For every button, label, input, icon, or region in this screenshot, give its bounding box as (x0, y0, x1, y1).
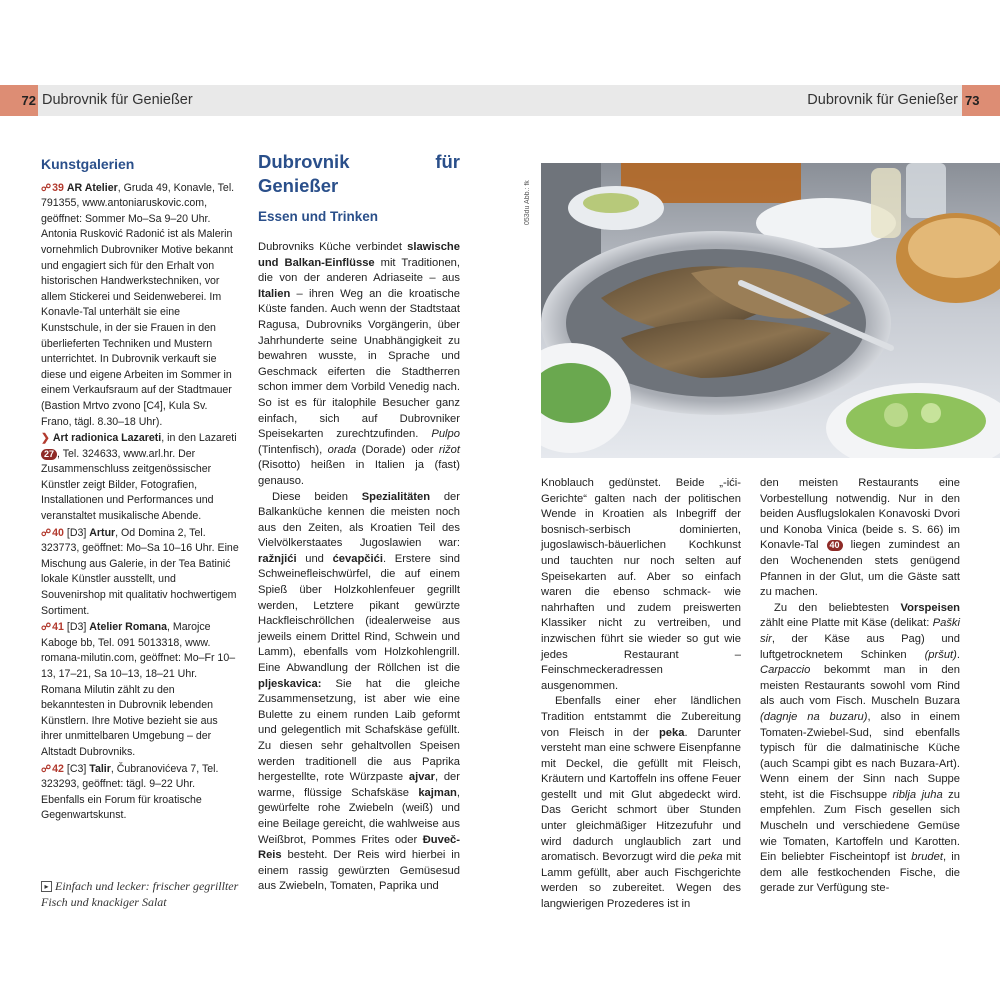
sidebar-column (41, 157, 239, 825)
caption-text: Einfach und lecker: frischer gegrillter Fisch und knackiger Salat (41, 879, 239, 909)
entry-name: Art radionica Lazareti (52, 432, 162, 445)
entry-grid: [D3] (63, 526, 90, 539)
entry-text: , Od Domina 2, Tel. 323773, geöffnet: Mo–Sa 10–16 Uhr. Eine Mischung aus Galerie, in der Tea Batinić lokale Künstler ausstellt, und Souvenirshop mit qualitativ hochwertigem Sortiment. (41, 526, 239, 617)
entry-text: , Tel. 324633, www.arl.hr. Der Zusammenschluss zeitgenössischer Künstler zeigt Bilder, Fotografien, Installationen und Performances und veranstaltet musikalische Abende. (41, 447, 214, 523)
entry-text: , Gruda 49, Konavle, Tel. 791355, www.antoniaruskovic.com, geöffnet: Sommer Mo–Sa 9–20 Uhr. Antonia Rusković Radonić ist als Malerin vornehmlich Dubrovniker Motive bekannt und engagiert sich für den Erhalt von historischen Handwerkstechniken, vor allem Stickerei und Seidenweberei. Im Konavle-Tal unterhält sie eine Kunstschule, in der sie Frauen in den überlieferten Techniken und Mustern unterrichtet. In Dubrovnik verkauft sie diese und eigene Arbeiten im Sommer in einem Verkaufsraum auf der Stadtmauer (Bastion Mrtvo zvono [C4], Kula Sv. Frano, tägl. 8.30–18 Uhr). (41, 181, 235, 428)
sidebar-heading: Kunstgalerien (41, 156, 135, 172)
paragraph: Diese beiden Spezialitäten der Balkanküche kennen die meisten noch aus den Zeiten, als Kroatien Teil des Vielvölkerstaates Jugoslawien war: ražnjići und ćevapčići. Ersterе sind Schweinefleischwürfel, die auf einem Spieß über Holzkohlenfeuer gegrillt werden, Letztere pikant gewürzte Hackfleischröllchen (idealerweise aus jeweils einem Drittel Rind, Schwein und Lamm), ebenfalls vom Holzkohlengrill. Eine Abwandlung der Röllchen ist die pljeskavica: Sie hat die gleiche Zusammensetzung, ist aber wie eine Bulette zu einem runden Laib geformt und gelegentlich mit Schafskäse gefüllt. Zu diesen sehr gehaltvollen Speisen werden traditionell die aus Paprika hergestellte, rote Würzpaste ajvar, der warme, flüssige Schafskäse kajman, gewürfelte rohe Zwiebeln (weiß) und eine Beilage gereicht, die wahlweise aus Weißbrot, Pommes Frites oder Đuveč-Reis besteht. Der Reis wird hierbei in einem rassig gewürzten Gemüsesud aus Zwiebeln, Tomaten, Paprika und (258, 490, 460, 893)
paragraph: Knoblauch gedünstet. Beide „-ići-Gerichte“ galten nach der politischen Wende in Kroatien als Inbegriff der bosnisch-serbisch dominierten, jugoslawisch-bäuerlichen Kochkunst und tauchten nur noch selten auf Speisekarten auf. Aber so einfach waren die ebenso schmack- wie nahrhaften und zudem preiswerten Klassiker nicht zu vertreiben, und inzwischen führt sie wieder so gut wie jedes Restaurant – Feinschmeckeradressen ausgenommen. (541, 477, 741, 692)
entry-text: , Marojce Kaboge bb, Tel. 091 5013318, www. romana-milutin.com, geöffnet: Mo–Fr 10–13, 17–21, Sa 10–13, 18–21 Uhr. Romana Milutin zählt zu den bekanntesten in Dubrovnik lebenden Künstlern. Ihre Motive bezieht sie aus ihrer unmittelbaren Umgebung – der Altstadt Dubrovniks. (41, 621, 236, 758)
gallery-entry (41, 181, 239, 431)
shopping-icon: ☍ (41, 527, 52, 539)
entry-name: Talir (89, 762, 111, 775)
paragraph: Dubrovniks Küche verbindet slawische und Balkan-Einflüsse mit Traditionen, die von der anderen Adriaseite – aus Italien – ihren Weg an die kroatische Küste fanden. Auch wenn der Stadtstaat Ragusa, Dubrovniks Vorgängerin, über Jahrhunderte seine Unabhängigkeit zu bewahren wusste, in Sprache und Geschmack eiferten die Stadtherren schon immer dem Vorbild Venedig nach. So ist es für italophile Besucher ganz einfach, sich auf Dubrovniker Speisekarten zurechtzufinden. Pulpo (Tintenfisch), orada (Dorade) oder rižot (Risotto) heißen in Italien ja (fast) genauso. (258, 241, 460, 487)
food-photo (541, 163, 1000, 458)
entry-text: , Čubranovićeva 7, Tel. 323293, geöffnet: tägl. 9–22 Uhr. Ebenfalls ein Forum für kroatische Gegenwartskunst. (41, 762, 219, 822)
entry-name: Artur (89, 526, 116, 539)
entry-number: 39 (52, 181, 64, 194)
entry-number: 42 (52, 762, 64, 775)
photo-credit: 053du Abb.: fk (524, 180, 531, 225)
map-badge: 40 (827, 540, 843, 551)
running-title-left: Dubrovnik für Genießer (42, 92, 193, 108)
running-title-right: Dubrovnik für Genießer (807, 92, 958, 108)
article-column-2 (541, 476, 741, 913)
shopping-icon: ☍ (41, 763, 52, 775)
arrow-icon: ❯ (41, 432, 50, 445)
shopping-icon: ☍ (41, 182, 52, 194)
gallery-entry (41, 431, 239, 525)
article-column-3 (760, 476, 960, 897)
gallery-entry (41, 762, 239, 824)
entry-number: 41 (52, 621, 64, 634)
paragraph: Zu den beliebtesten Vorspeisen zählt eine Platte mit Käse (delikat: Paški sir, der Käse aus Pag) und luftgetrocknetem Schinken (pršut). Carpaccio bekommt man in den meisten Restaurants sowohl vom Rind als auch vom Fisch. Muscheln Buzara (dagnje na buzaru), also in einem Tomaten-Zwiebel-Sud, sind ebenfalls typisch für die dalmatinische Küche (auch Scampi gibt es nach Buzara-Art). Wenn einem der Sinn nach Suppe steht, ist die Fischsuppe riblja juha zu empfehlen. Zum Fisch gesellen sich Muscheln und verschiedene Gemüse wie Tomaten, Kartoffeln und Karotten. Ein beliebter Fischeintopf ist brudet, in dem alle festkochenden Fische, die gerade zur Verfügung ste- (760, 601, 960, 895)
gallery-entry (41, 620, 239, 760)
entry-grid: [D3] (63, 621, 90, 634)
paragraph: den meisten Restaurants eine Vorbestellung notwendig. Nur in den beiden Ausflugslokalen Konavoski Dvori und Konoba Vinica (beide s. S. 66) im Konavle-Tal 40 liegen zumindest an den Wochenenden stets genügend Pfannen in der Glut, um die Gäste satt zu machen. (760, 477, 960, 599)
photo-caption-icon: ▸ (41, 881, 52, 892)
article-column-1 (258, 150, 460, 895)
entry-name: Atelier Romana (89, 621, 167, 634)
entry-number: 40 (52, 526, 64, 539)
entry-name: AR Atelier (66, 181, 118, 194)
gallery-entry (41, 526, 239, 620)
article-title: Dubrovnik für Genießer (258, 151, 460, 196)
entry-grid: [C3] (63, 762, 90, 775)
shopping-icon: ☍ (41, 622, 52, 634)
map-badge: 27 (41, 449, 57, 460)
paragraph: Ebenfalls einer eher ländlichen Tradition entstammt die Zubereitung von Fleisch in der peka. Darunter versteht man eine schwere Eisenpfanne mit Deckel, die gefüllt mit Fleisch, Kräutern und Kartoffeln ins offene Feuer gestellt und mit Glut abgedeckt wird. Das Gericht schmort über Stunden unter gleichmäßiger Hitzezufuhr und wird dadurch unglaublich zart und aromatisch. Bevorzugt wird die peka mit Lamm gefüllt, aber auch Fischgerichte werden so zubereitet. Wegen des langwierigen Prozederes ist in (541, 695, 741, 911)
page-number-left: 72 (0, 85, 38, 116)
article-subtitle: Essen und Trinken (258, 209, 379, 224)
entry-text: , in den Lazareti (161, 432, 237, 445)
page-number-right: 73 (962, 85, 1000, 116)
photo-caption (41, 878, 241, 910)
